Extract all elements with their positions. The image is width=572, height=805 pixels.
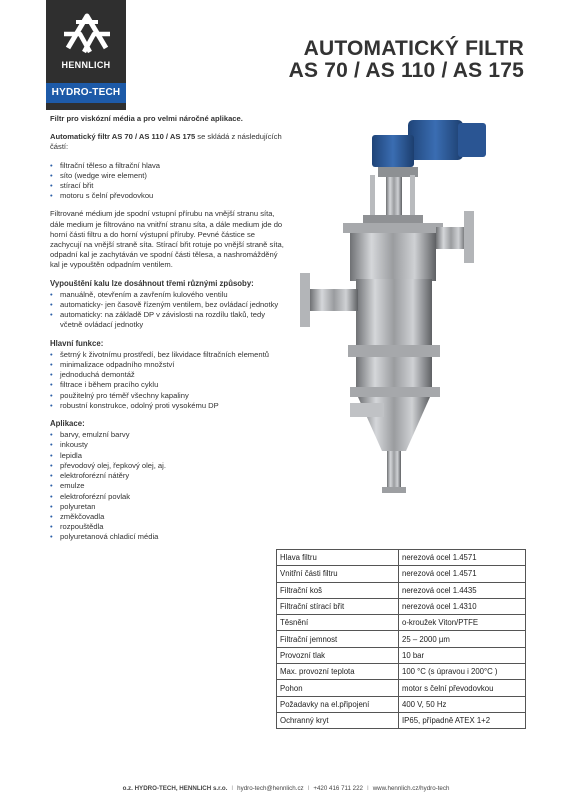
spec-label: Filtrační koš [277,582,399,598]
parts-list [50,161,285,202]
spec-label: Těsnění [277,615,399,631]
description-column [50,114,285,551]
title-line-2: AS 70 / AS 110 / AS 175 [288,59,524,82]
footer-separator: I [366,785,369,792]
list-item: • použitelný pro téměř všechny kapaliny [50,391,285,401]
list-item: • převodový olej, řepkový olej, aj. [50,461,285,471]
spec-label: Pohon [277,680,399,696]
parts-intro-rest: se skládá z následujících částí: [50,132,282,152]
list-item: • manuálně, otevřením a zavřením kulového ventilu [50,290,285,300]
intro-text: Filtr pro viskózní média a pro velmi náročné aplikace. [50,114,243,123]
list-item: • stírací břit [50,181,285,191]
footer-phone: +420 416 711 222 [313,785,363,792]
spec-label: Požadavky na el.připojení [277,696,399,712]
removal-heading: Vypouštění kalu lze dosáhnout třemi různými způsoby: [50,278,254,288]
list-item: • šetrný k životnímu prostředí, bez likvidace filtračních elementů [50,350,285,360]
logo-name: HENNLICH [61,60,111,70]
spec-value: 25 – 2000 µm [399,631,526,647]
table-row [277,631,526,647]
spec-label: Vnitřní části filtru [277,566,399,582]
spec-value: o-kroužek Viton/PTFE [399,615,526,631]
hennlich-logo-icon [60,8,114,58]
spec-label: Filtrační jemnost [277,631,399,647]
filter-product-image [288,115,518,507]
spec-value: nerezová ocel 1.4571 [399,550,526,566]
spec-value: nerezová ocel 1.4435 [399,582,526,598]
spec-value: 400 V, 50 Hz [399,696,526,712]
spec-value: IP65, případně ATEX 1+2 [399,712,526,728]
logo-subtitle: HYDRO-TECH [46,83,126,103]
table-row [277,550,526,566]
list-item: • rozpouštědla [50,522,285,532]
list-item: • barvy, emulzní barvy [50,430,285,440]
list-item: • polyuretan [50,502,285,512]
table-row [277,615,526,631]
spec-label: Max. provozní teplota [277,664,399,680]
list-item: • inkousty [50,440,285,450]
list-item: • jednoduchá demontáž [50,370,285,380]
page-footer [0,785,572,792]
list-item: • síto (wedge wire element) [50,171,285,181]
list-item: • robustní konstrukce, odolný proti vysokému DP [50,401,285,411]
description-text: Filtrované médium jde spodní vstupní přírubu na vnější stranu síta, dále medium je filtrováno na vnitřní stranu síta, a dále medium jde do horní části filtru a do horní výstupní příruby. Pevné částice se zachycují na vnější straně síta. Stírací břit rotuje po vnější straně síta, odpadní kal je zachytáván ve spodní části tělesa, a nashromážděný kal je vypouštěn odpadním ventilem. [50,209,284,270]
footer-email[interactable]: hydro-tech@hennlich.cz [237,785,304,792]
spec-label: Ochranný kryt [277,712,399,728]
table-row [277,680,526,696]
table-row [277,566,526,582]
title-line-1: AUTOMATICKÝ FILTR [303,37,524,60]
list-item: • filtrační těleso a filtrační hlava [50,161,285,171]
applications-list [50,430,285,542]
table-row [277,664,526,680]
spec-value: nerezová ocel 1.4571 [399,566,526,582]
parts-intro-bold: Automatický filtr AS 70 / AS 110 / AS 175 [50,132,196,142]
list-item: • minimalizace odpadního množství [50,360,285,370]
list-item: • lepidla [50,451,285,461]
applications-heading: Aplikace: [50,419,85,429]
company-logo [46,0,126,110]
spec-label: Filtrační stírací břit [277,598,399,614]
spec-label: Provozní tlak [277,647,399,663]
parts-intro [50,132,285,152]
table-row [277,712,526,728]
list-item: • automaticky: na základě DP v závislosti na rozdílu tlaků, tedy včetně ovládací jednotky [50,310,285,330]
footer-separator: I [307,785,310,792]
list-item: • elektroforézní nátěry [50,471,285,481]
spec-value: 100 °C (s úpravou i 200°C ) [399,664,526,680]
list-item: • emulze [50,481,285,491]
functions-heading: Hlavní funkce: [50,338,104,348]
footer-company: o.z. HYDRO-TECH, HENNLICH s.r.o. [122,785,228,792]
footer-web[interactable]: www.hennlich.cz/hydro-tech [372,785,450,792]
list-item: • změkčovadla [50,512,285,522]
table-row [277,582,526,598]
spec-value: 10 bar [399,647,526,663]
spec-value: nerezová ocel 1.4310 [399,598,526,614]
table-row [277,598,526,614]
list-item: • elektroforézní povlak [50,492,285,502]
page-title [289,38,524,82]
table-row [277,696,526,712]
table-row [277,647,526,663]
list-item: • filtrace i během pracího cyklu [50,380,285,390]
spec-table [276,549,526,729]
removal-list [50,290,285,331]
functions-list [50,350,285,411]
list-item: • motoru s čelní převodovkou [50,191,285,201]
spec-value: motor s čelní převodovkou [399,680,526,696]
spec-label: Hlava filtru [277,550,399,566]
footer-separator: I [231,785,234,792]
list-item: • polyuretanová chladicí média [50,532,285,542]
list-item: • automaticky- jen časově řízeným ventilem, bez ovládací jednotky [50,300,285,310]
